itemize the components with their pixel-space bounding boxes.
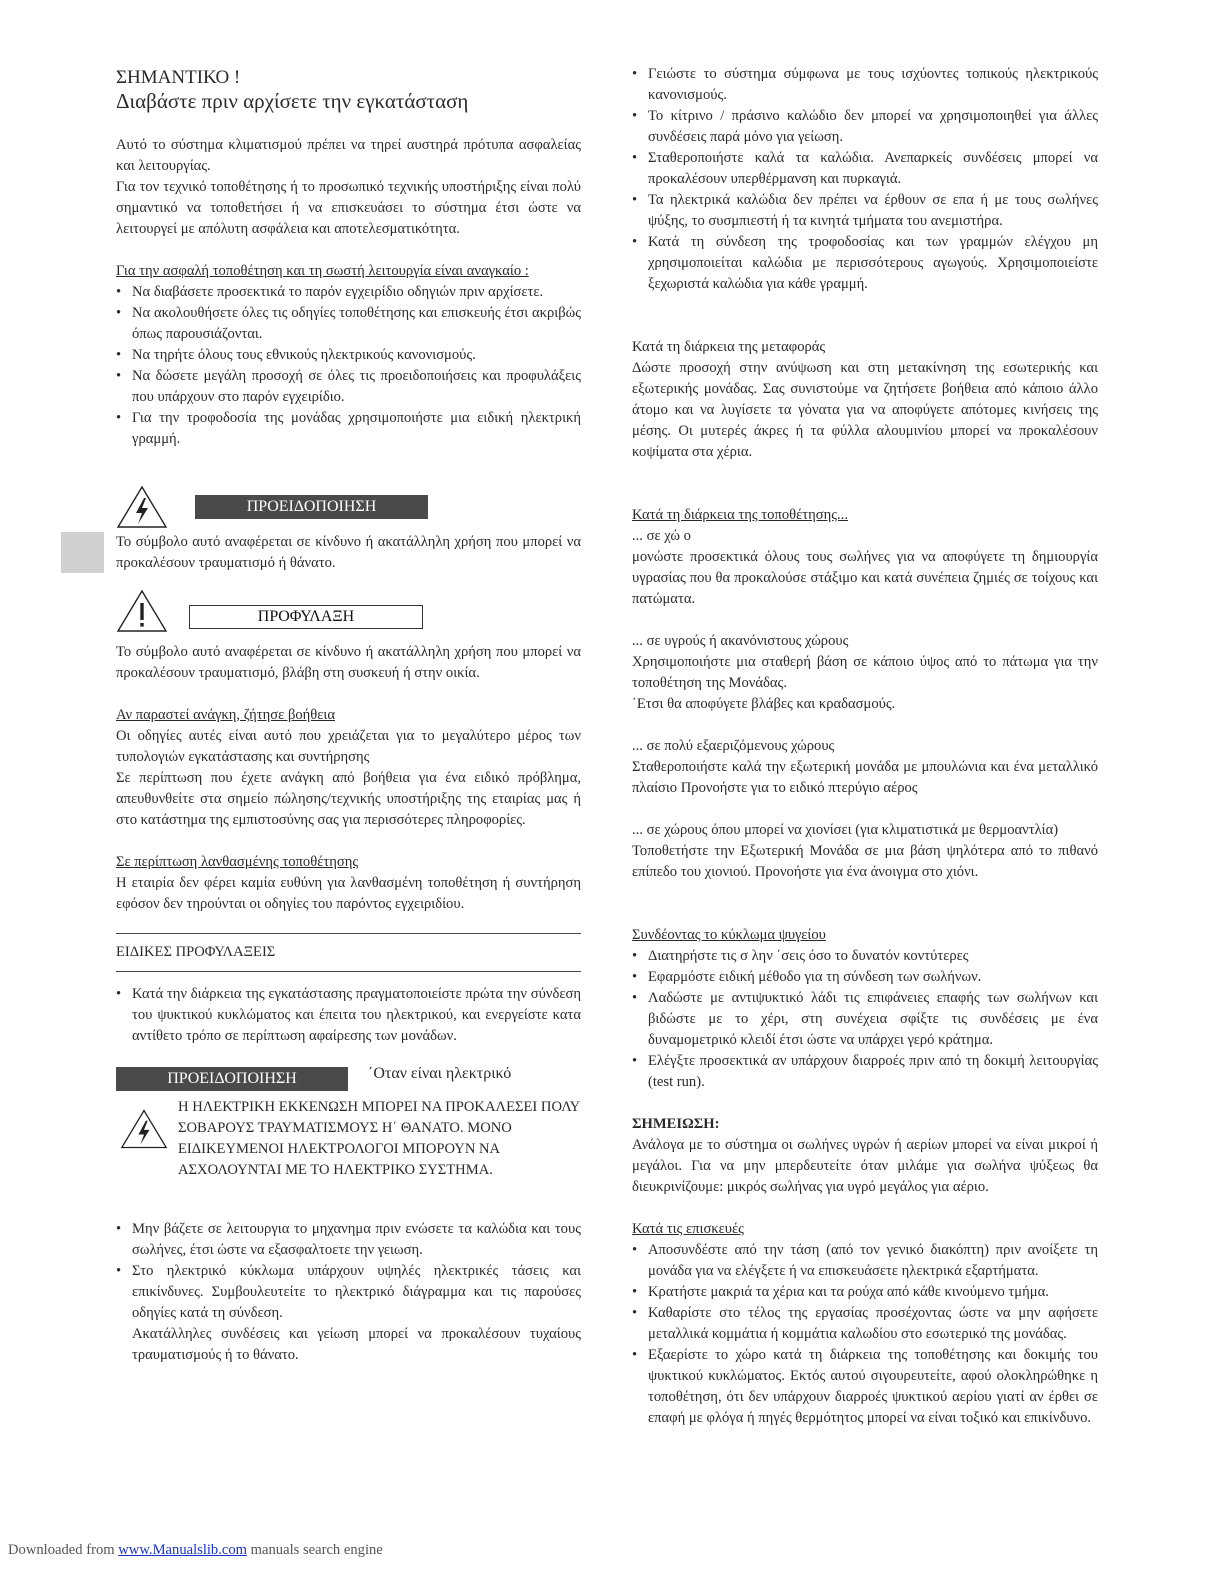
note-heading: ΣΗΜΕΙΩΣΗ: [632, 1116, 720, 1132]
wrong-install-text: Η εταιρία δεν φέρει καμία ευθύνη για λανθασμένη τοποθέτηση ή συντήρηση εφόσον δεν τηρούνται οι οδηγίες του παρόντος εγχειριδίου. [116, 875, 581, 912]
list-item: • Τα ηλεκτρικά καλώδια δεν πρέπει να έρθουν σε επα ή με τους σωλήνες ψύξης, το συσμπιεστή ή τα κινητά τμήματα του ανεμιστήρα. [632, 190, 1098, 232]
install-sub-3: ... σε πολύ εξαεριζόμενους χώρους [632, 738, 835, 754]
help-text-2: Σε περίπτωση που έχετε ανάγκη από βοήθεια για ένα ειδικό πρόβλημα, απευθυνθείτε στα σημείο πώλησης/τεχνικής υποστήριξης της εταιρίας μας ή στο κατάστημα της εμπιστοσύνης σας για περισσότερες πληροφορίες. [116, 770, 581, 828]
list-item: • Κατά την διάρκεια της εγκατάστασης πραγματοποιείστε πρώτα την σύνδεση του ψυκτικού κυκλώματος και έπειτα του ηλεκτρικού, και ενεργείστε κατα αντίθετο τρόπο σε περίπτωση αφαίρεσης των μονάδων. [116, 984, 581, 1047]
warning2-side-text: ΄Οταν είναι ηλεκτρικό [368, 1065, 512, 1082]
transport-heading: Κατά τη διάρκεια της μεταφοράς [632, 339, 826, 355]
intro-paragraph-2: Για τον τεχνικό τοποθέτησης ή το προσωπικό τεχνικής υποστήριξης είναι πολύ σημαντικό να τοποθετήσει ή να επισκευάσει το σύστημα έτσι ώστε να λειτουργεί με απόλυτη ασφάλεια και αποτελεσματικότητα. [116, 179, 581, 237]
special-list [116, 984, 581, 1047]
install-heading: Κατά τη διάρκεια της τοποθέτησης... [632, 507, 848, 523]
list-item: • Κρατήστε μακριά τα χέρια και τα ρούχα από κάθε κινούμενο τμήμα. [632, 1282, 1098, 1303]
install-text-1: μονώστε προσεκτικά όλους τους σωλήνες για να αποφύγετε τη δημιουργία υγρασίας που θα προκαλούσε στάξιμο και κατά συνέπεια ζημιές σε τοίχους και πατώματα. [632, 549, 1098, 607]
install-sub-4: ... σε χώρους όπου μπορεί να χιονίσει (για κλιματιστικά με θερμοαντλία) [632, 822, 1059, 838]
electric-hazard-icon [120, 1107, 168, 1151]
exclamation-warning-icon [116, 588, 168, 634]
list-item: • Να ακολουθήσετε όλες τις οδηγίες τοποθέτησης και επισκευής έτσι ακριβώς όπως παρουσιάζονται. [116, 303, 581, 345]
note-text: Ανάλογα με το σύστημα οι σωλήνες υγρών ή αερίων μπορεί να είναι μικροί ή μεγάλοι. Για να μην μπερδευτείτε όταν μιλάμε για σωλήνα ψύξεως θα διευκρινίζουμε: μικρός σωλήνας για υγρό μεγάλος για αέριο. [632, 1137, 1098, 1195]
warning-label: ΠΡΟΕΙΔΟΠΟΙΗΣΗ [195, 495, 428, 519]
safety-list [116, 282, 581, 450]
page-title: ΣΗΜΑΝΤΙΚΟ ! [116, 67, 241, 88]
list-item: • Στο ηλεκτρικό κύκλωμα υπάρχουν υψηλές ηλεκτρικές τάσεις και επικίνδυνες. Συμβουλευτείτε το ηλεκτρικό διάγραμμα και τις παρούσες οδηγίες κατά τη σύνδεση. [116, 1261, 581, 1324]
caution-text: Το σύμβολο αυτό αναφέρεται σε κίνδυνο ή ακατάλληλη χρήση που μπορεί να προκαλέσουν τραυματισμό, βλάβη στη συσκευή ή στην οικία. [116, 644, 581, 681]
list-item: • Εξαερίστε το χώρο κατά τη διάρκεια της τοποθέτησης και δοκιμής του ψυκτικού κυκλώματος. Εκτός αυτού σιγουρευτείτε, αφού ολοκληρώθηκε η τοποθέτηση, ότι δεν υπάρχουν διαρροές ψυκτικού αερίου γιατί αν έρθει σε επαφή με φλόγα ή πηγές θερμότητος μπορεί να είναι τοξικό και επικίνδυνο. [632, 1345, 1098, 1429]
install-sub-2: ... σε υγρούς ή ακανόνιστους χώρους [632, 633, 849, 649]
list-item: • Λαδώστε με αντιψυκτικό λάδι τις επιφάνειες επαφής των σωλήνων και βιδώστε με το χέρι, στη συνέχεια σφίξτε τις συνδέσεις με ένα δυναμομετρικό κλειδί έτσι ώστε να υπάρχει γερό κράτημα. [632, 988, 1098, 1051]
download-footer [8, 1542, 383, 1559]
list-item: • Μην βάζετε σε λειτουργια το μηχανημα πριν ενώσετε τα καλώδια και τους σωλήνες, έτσι ώστε να εξασφαλτοετε την γειωση. [116, 1219, 581, 1261]
page-subtitle: Διαβάστε πριν αρχίσετε την εγκατάσταση [116, 89, 469, 113]
help-heading: Αν παραστεί ανάγκη, ζήτησε βοήθεια [116, 707, 335, 723]
list-item: • Διατηρήστε τις σ λην ΄σεις όσο το δυνατόν κοντύτερες [632, 946, 1098, 967]
transport-text: Δώστε προσοχή στην ανύψωση και στη μετακίνηση της εσωτερικής και εξωτερικής μονάδας. Σας συνιστούμε να ζητήσετε βοήθεια από κάποιο άλλο άτομο και να λυγίσετε τα γόνατα για να αποφύγετε απότομες κινήσεις της μέσης. Οι μυτερές άκρες ή τα φύλλα αλουμινίου μπορεί να προκαλέσουν κοψίματα στα χέρια. [632, 360, 1098, 460]
warning-header [116, 484, 581, 532]
intro-paragraph-1: Αυτό το σύστημα κλιματισμού πρέπει να τηρεί αυστηρά πρότυπα ασφαλείας και λειτουργίας. [116, 137, 581, 174]
electric-warning [116, 1097, 581, 1181]
list-item: • Αποσυνδέστε από την τάση (από τον γενικό διακόπτη) πριν ανοίξετε τη μονάδα για να ελέγξετε ή να επισκευάσετε ηλεκτρικά εξαρτήματα. [632, 1240, 1098, 1282]
list-item: • Να δώσετε μεγάλη προσοχή σε όλες τις προειδοποιήσεις και προφυλάξεις που υπάρχουν στο παρόν εγχειρίδιο. [116, 366, 581, 408]
divider [116, 933, 581, 934]
service-list [632, 1240, 1098, 1429]
caution-header [116, 588, 581, 636]
electric-hazard-icon [116, 484, 168, 530]
footer-suffix: manuals search engine [250, 1542, 383, 1558]
warning-text: Το σύμβολο αυτό αναφέρεται σε κίνδυνο ή ακατάλληλη χρήση που μπορεί να προκαλέσουν τραυματισμό ή θάνατο. [116, 534, 581, 571]
left-column [116, 64, 581, 1366]
side-tab-marker [61, 532, 104, 573]
safety-heading: Για την ασφαλή τοποθέτηση και τη σωστή λειτουργία είναι αναγκαίο : [116, 263, 529, 279]
list-item: • Να διαβάσετε προσεκτικά το παρόν εγχειρίδιο οδηγιών πριν αρχίσετε. [116, 282, 581, 303]
list-item: • Γειώστε το σύστημα σύμφωνα με τους ισχύοντες τοπικούς ηλεκτρικούς κανονισμούς. [632, 64, 1098, 106]
caution-label: ΠΡΟΦΥΛΑΞΗ [189, 605, 423, 629]
list-item: • Ελέγξτε προσεκτικά αν υπάρχουν διαρροές πριν από τη δοκιμή λειτουργίας (test run). [632, 1051, 1098, 1093]
footer-prefix: Downloaded from [8, 1542, 115, 1558]
electric-note: Ακατάλληλες συνδέσεις και γείωση μπορεί να προκαλέσουν τυχαίους τραυματισμούς ή το θάνατο. [132, 1326, 581, 1363]
install-text-2b: ΄Ετσι θα αποφύγετε βλάβες και κραδασμούς. [632, 696, 896, 712]
wrong-install-heading: Σε περίπτωση λανθασμένης τοποθέτησης [116, 854, 359, 870]
install-text-4: Τοποθετήστε την Εξωτερική Μονάδα σε μια βάση ψηλότερα από το πιθανό επίπεδο του χιονιού. Προνοήστε για ένα άνοιγμα στο χιόνι. [632, 843, 1098, 880]
list-item: • Να τηρήτε όλους τους εθνικούς ηλεκτρικούς κανονισμούς. [116, 345, 581, 366]
install-text-3: Σταθεροποιήστε καλά την εξωτερική μονάδα με μπουλώνια και ένα μεταλλικό πλαίσιο Προνοήστε για το ειδικό πτερύγιο αέρος [632, 759, 1098, 796]
install-text-2: Χρησιμοποιήστε μια σταθερή βάση σε κάποιο ύψος από το πάτωμα για την τοποθέτηση της Μονάδας. [632, 654, 1098, 691]
list-item: • Σταθεροποιήστε καλά τα καλώδια. Ανεπαρκείς συνδέσεις μπορεί να προκαλέσουν υπερθέρμανση και πυρκαγιά. [632, 148, 1098, 190]
help-text-1: Οι οδηγίες αυτές είναι αυτό που χρειάζεται για το μεγαλύτερο μέρος των τυπολογιών εγκατάστασης και συντήρησης [116, 728, 581, 765]
manualslib-link[interactable]: www.Manualslib.com [118, 1542, 248, 1558]
list-item: • Για την τροφοδοσία της μονάδας χρησιμοποιήστε μια ειδική ηλεκτρική γραμμή. [116, 408, 581, 450]
circuit-list [632, 946, 1098, 1093]
install-sub-1: ... σε χώ ο [632, 528, 691, 544]
service-heading: Κατά τις επισκευές [632, 1221, 744, 1237]
special-heading: ΕΙΔΙΚΕΣ ΠΡΟΦΥΛΑΞΕΙΣ [116, 944, 276, 960]
list-item: • Το κίτρινο / πράσινο καλώδιο δεν μπορεί να χρησιμοποιηθεί για άλλες συνδέσεις παρά μόνο για γείωση. [632, 106, 1098, 148]
electric-list [116, 1219, 581, 1324]
grounding-list [632, 64, 1098, 295]
list-item: • Εφαρμόστε ειδική μέθοδο για τη σύνδεση των σωλήνων. [632, 967, 1098, 988]
warning2-label: ΠΡΟΕΙΔΟΠΟΙΗΣΗ [116, 1067, 348, 1091]
warning2-header [116, 1067, 581, 1097]
list-item: • Κατά τη σύνδεση της τροφοδοσίας και των γραμμών ελέγχου μη χρησιμοποιείται καλώδια με περισσότερους αγωγούς. Χρησιμοποιείστε ξεχωριστά καλώδια για κάθε γραμμή. [632, 232, 1098, 295]
circuit-heading: Συνδέοντας το κύκλωμα ψυγείου [632, 927, 826, 943]
right-column [632, 64, 1098, 1429]
electric-warning-text: Η ΗΛΕΚΤΡΙΚΗ ΕΚΚΕΝΩΣΗ ΜΠΟΡΕΙ ΝΑ ΠΡΟΚΑΛΕΣΕΙ ΠΟΛΥ ΣΟΒΑΡΟΥΣ ΤΡΑΥΜΑΤΙΣΜΟΥΣ Η΄ ΘΑΝΑΤΟ. ΜΟΝΟ ΕΙΔΙΚΕΥΜΕΝΟΙ ΗΛΕΚΤΡΟΛΟΓΟΙ ΜΠΟΡΟΥΝ ΝΑ ΑΣΧΟΛΟΥΝΤΑΙ ΜΕ ΤΟ ΗΛΕΚΤΡΙΚΟ ΣΥΣΤΗΜΑ. [178, 1099, 580, 1178]
divider [116, 971, 581, 972]
list-item: • Καθαρίστε στο τέλος της εργασίας προσέχοντας ώστε να μην αφήσετε μεταλλικά κομμάτια ή κομμάτια καλωδίου στο εσωτερικό της μονάδας. [632, 1303, 1098, 1345]
